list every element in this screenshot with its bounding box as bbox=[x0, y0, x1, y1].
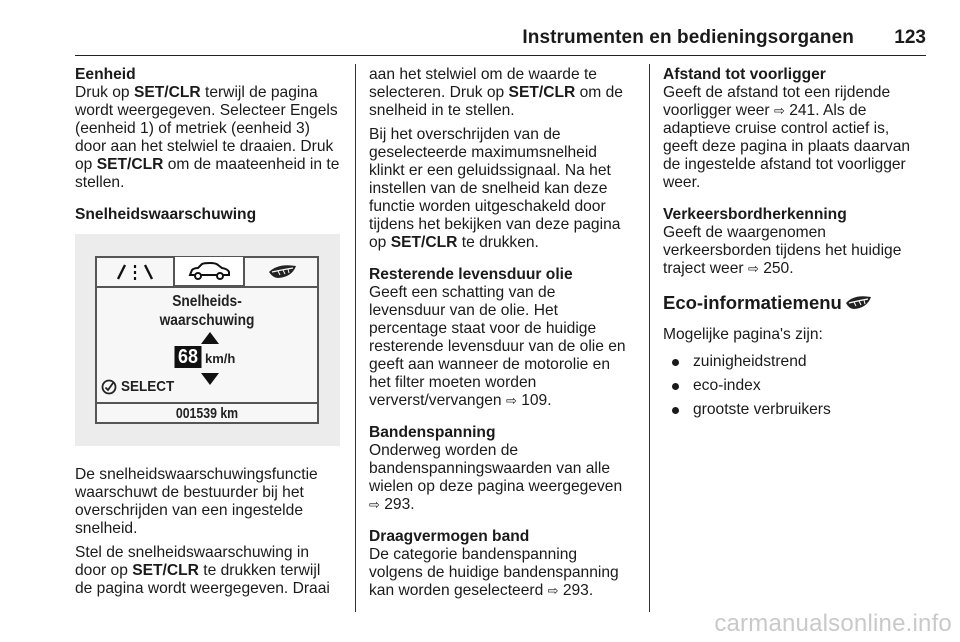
display-top-bar bbox=[97, 258, 317, 288]
section-eenheid bbox=[75, 66, 340, 192]
paragraph: Geeft een schatting van de levensduur van de olie. Het percentage staat voor de huidige resterende levensduur van de olie en geeft aan wanneer de motorolie en het filter moeten worden ververst/vervangen ⇨ 109. bbox=[369, 284, 626, 409]
paragraph: aan het stelwiel om de waarde te selecteren. Druk op SET/CLR om de snelheid in te stellen. bbox=[369, 66, 623, 119]
road-lane-icon bbox=[97, 258, 173, 286]
column-2 bbox=[369, 66, 635, 614]
page-ref-icon: ⇨ bbox=[773, 103, 785, 118]
page-ref[interactable]: 241. bbox=[789, 102, 820, 119]
paragraph: Onderweg worden de bandenspanningswaarden van alle wielen op deze pagina weergegeven ⇨ 293. bbox=[369, 442, 623, 513]
section-heading: Verkeersbordherkenning bbox=[663, 206, 847, 223]
page-ref-icon: ⇨ bbox=[547, 583, 559, 598]
eco-page-list bbox=[663, 350, 928, 422]
section-heading: Resterende levensduur olie bbox=[369, 266, 573, 283]
page-number: 123 bbox=[894, 27, 926, 48]
section-snelheid-cont bbox=[369, 66, 635, 252]
paragraph: Druk op SET/CLR terwijl de pagina wordt weergegeven. Selecteer Engels (eenheid 1) of metriek (eenheid 3) door aan het stelwiel te draaien. Druk op SET/CLR om de maateenheid in te stellen. bbox=[75, 84, 340, 191]
arrow-up-icon bbox=[201, 332, 219, 344]
paragraph: Stel de snelheidswaarschuwing in door op SET/CLR te drukken terwijl de pagina wordt weergegeven. Draai bbox=[75, 544, 330, 597]
paragraph: De snelheidswaarschuwingsfunctie waarschuwt de bestuurder bij het overschrijden van een ingestelde snelheid. bbox=[75, 466, 318, 537]
page-ref[interactable]: 250. bbox=[763, 260, 794, 277]
page-ref-icon: ⇨ bbox=[747, 261, 759, 276]
section-olie bbox=[369, 266, 635, 410]
eco-intro: Mogelijke pagina's zijn: bbox=[663, 326, 823, 343]
section-heading: Bandenspanning bbox=[369, 424, 496, 441]
section-heading: Draagvermogen band bbox=[369, 528, 530, 545]
instrument-display bbox=[95, 256, 319, 424]
section-heading: Eenheid bbox=[75, 66, 136, 83]
column-1 bbox=[75, 66, 340, 612]
speed-value: 68 bbox=[175, 346, 202, 368]
column-divider bbox=[649, 64, 650, 612]
running-title: Instrumenten en bedieningsorganen bbox=[522, 27, 854, 48]
speed-warning-figure bbox=[75, 234, 340, 446]
select-label: SELECT bbox=[121, 378, 175, 395]
page-ref[interactable]: 293. bbox=[562, 582, 594, 599]
section-heading: Snelheidswaarschuwing bbox=[75, 206, 257, 223]
page-ref[interactable]: 293. bbox=[384, 496, 415, 513]
display-divider bbox=[97, 402, 317, 404]
odometer: 001539 km bbox=[175, 405, 239, 422]
eco-leaf-icon bbox=[844, 294, 874, 312]
section-afstand bbox=[663, 66, 928, 192]
eco-leaf-icon bbox=[245, 258, 321, 286]
watermark: carmanualsonline.info bbox=[714, 610, 952, 637]
page-ref-icon: ⇨ bbox=[369, 497, 380, 512]
eco-menu-heading: Eco-informatiemenu bbox=[663, 292, 928, 314]
section-snelheid-text bbox=[75, 466, 340, 598]
arrow-down-icon bbox=[201, 373, 219, 385]
page-header bbox=[75, 24, 926, 56]
list-item: zuinigheidstrend bbox=[663, 350, 928, 374]
section-draagvermogen bbox=[369, 528, 635, 600]
page-ref-icon: ⇨ bbox=[505, 393, 517, 408]
section-verkeersbord bbox=[663, 206, 928, 278]
paragraph: Geeft de afstand tot een rijdende voorligger weer ⇨ 241. Als de adaptieve cruise control actief is, geeft deze pagina in plaats daarvan de ingestelde afstand tot voorligger weer. bbox=[663, 84, 911, 191]
paragraph: Bij het overschrijden van de geselecteerde maximumsnelheid klinkt er een geluidssignaal. Na het instellen van de snelheid kan deze functie worden uitgeschakeld door tijdens het bekijken van deze pagina op SET/CLR te drukken. bbox=[369, 126, 621, 251]
display-title: Snelheids- waarschuwing bbox=[159, 293, 255, 329]
column-divider bbox=[355, 64, 356, 612]
section-banden bbox=[369, 424, 635, 514]
paragraph: De categorie bandenspanning volgens de huidige bandenspanning kan worden geselecteerd ⇨ 293. bbox=[369, 546, 619, 599]
list-item: grootste verbruikers bbox=[663, 398, 928, 422]
list-item: eco-index bbox=[663, 374, 928, 398]
car-icon bbox=[173, 257, 245, 287]
speed-unit: km/h bbox=[205, 351, 236, 366]
column-3 bbox=[663, 66, 928, 422]
check-circle-icon bbox=[101, 379, 117, 395]
select-row bbox=[101, 378, 180, 396]
paragraph: Geeft de waargenomen verkeersborden tijdens het huidige traject weer ⇨ 250. bbox=[663, 224, 902, 277]
section-heading: Afstand tot voorligger bbox=[663, 66, 826, 83]
page-ref[interactable]: 109. bbox=[521, 392, 552, 409]
